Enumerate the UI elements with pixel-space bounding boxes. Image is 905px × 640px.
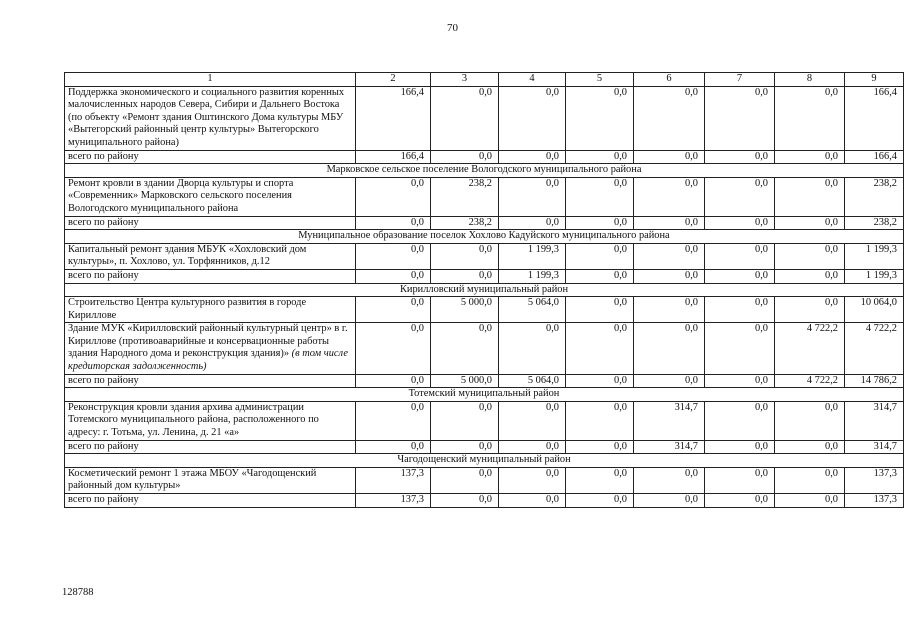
value-cell: 0,0 xyxy=(566,177,634,216)
description-text: всего по району xyxy=(68,150,139,162)
value-cell: 4 722,2 xyxy=(845,323,904,374)
value-cell: 0,0 xyxy=(431,401,499,440)
value-cell: 0,0 xyxy=(356,269,431,283)
value-cell: 0,0 xyxy=(356,243,431,269)
total-label xyxy=(65,150,356,164)
section-title: Тотемский муниципальный район xyxy=(65,388,904,402)
value-cell: 0,0 xyxy=(705,269,775,283)
section-title: Муниципальное образование поселок Хохлово Кадуйского муниципального района xyxy=(65,230,904,244)
section-title: Чагодощенский муниципальный район xyxy=(65,454,904,468)
value-cell: 0,0 xyxy=(775,243,845,269)
item-description xyxy=(65,467,356,493)
column-header: 7 xyxy=(705,73,775,87)
value-cell: 0,0 xyxy=(705,494,775,508)
value-cell: 14 786,2 xyxy=(845,374,904,388)
table-row xyxy=(65,177,904,216)
item-description xyxy=(65,401,356,440)
value-cell: 0,0 xyxy=(705,467,775,493)
value-cell: 4 722,2 xyxy=(775,323,845,374)
total-row xyxy=(65,374,904,388)
value-cell: 0,0 xyxy=(634,467,705,493)
item-description xyxy=(65,323,356,374)
value-cell: 0,0 xyxy=(775,86,845,150)
value-cell: 0,0 xyxy=(705,297,775,323)
value-cell: 0,0 xyxy=(634,297,705,323)
value-cell: 0,0 xyxy=(431,269,499,283)
value-cell: 1 199,3 xyxy=(499,243,566,269)
description-text: всего по району xyxy=(68,440,139,452)
value-cell: 0,0 xyxy=(566,86,634,150)
value-cell: 5 000,0 xyxy=(431,297,499,323)
description-note: (в том числе кредиторская задолженность) xyxy=(68,348,348,373)
value-cell: 0,0 xyxy=(356,216,431,230)
item-description xyxy=(65,243,356,269)
total-label xyxy=(65,494,356,508)
section-title: Кирилловский муниципальный район xyxy=(65,283,904,297)
section-title: Марковское сельское поселение Вологодского муниципального района xyxy=(65,164,904,178)
value-cell: 314,7 xyxy=(845,440,904,454)
value-cell: 0,0 xyxy=(499,216,566,230)
value-cell: 0,0 xyxy=(356,374,431,388)
value-cell: 137,3 xyxy=(845,494,904,508)
table-row xyxy=(65,323,904,374)
description-text: Строительство Центра культурного развития в городе Кириллове xyxy=(68,297,307,321)
total-row xyxy=(65,440,904,454)
value-cell: 0,0 xyxy=(566,374,634,388)
table-row xyxy=(65,297,904,323)
total-label xyxy=(65,374,356,388)
value-cell: 0,0 xyxy=(431,86,499,150)
item-description xyxy=(65,177,356,216)
value-cell: 1 199,3 xyxy=(845,269,904,283)
value-cell: 0,0 xyxy=(705,243,775,269)
value-cell: 0,0 xyxy=(705,323,775,374)
value-cell: 0,0 xyxy=(705,440,775,454)
value-cell: 0,0 xyxy=(356,177,431,216)
value-cell: 0,0 xyxy=(775,177,845,216)
table-row xyxy=(65,467,904,493)
description-text: Косметический ремонт 1 этажа МБОУ «Чагодощенский районный дом культуры» xyxy=(68,467,317,492)
section-row xyxy=(65,388,904,402)
section-row xyxy=(65,164,904,178)
value-cell: 0,0 xyxy=(775,467,845,493)
value-cell: 0,0 xyxy=(566,440,634,454)
value-cell: 0,0 xyxy=(431,494,499,508)
item-description xyxy=(65,86,356,150)
value-cell: 1 199,3 xyxy=(499,269,566,283)
value-cell: 0,0 xyxy=(566,323,634,374)
value-cell: 238,2 xyxy=(431,216,499,230)
page-number: 70 xyxy=(447,22,458,34)
description-text: Здание МУК «Кирилловский районный культурный центр» в г. Кириллове (противоаварийные и консервационные работы здания Народного дома и реконструкция здания)» xyxy=(68,323,348,360)
section-row xyxy=(65,283,904,297)
value-cell: 238,2 xyxy=(431,177,499,216)
value-cell: 314,7 xyxy=(634,401,705,440)
value-cell: 0,0 xyxy=(566,216,634,230)
value-cell: 137,3 xyxy=(845,467,904,493)
value-cell: 0,0 xyxy=(499,401,566,440)
column-header: 3 xyxy=(431,73,499,87)
value-cell: 0,0 xyxy=(634,177,705,216)
value-cell: 0,0 xyxy=(566,243,634,269)
value-cell: 0,0 xyxy=(705,86,775,150)
value-cell: 0,0 xyxy=(566,467,634,493)
section-row xyxy=(65,454,904,468)
value-cell: 4 722,2 xyxy=(775,374,845,388)
value-cell: 0,0 xyxy=(566,401,634,440)
value-cell: 0,0 xyxy=(566,297,634,323)
value-cell: 0,0 xyxy=(775,150,845,164)
total-row xyxy=(65,216,904,230)
description-text: Капитальный ремонт здания МБУК «Хохловский дом культуры», п. Хохлово, ул. Торфянников, д.12 xyxy=(68,243,307,268)
value-cell: 0,0 xyxy=(499,150,566,164)
column-header: 1 xyxy=(65,73,356,87)
value-cell: 137,3 xyxy=(356,467,431,493)
value-cell: 0,0 xyxy=(775,216,845,230)
table-row xyxy=(65,401,904,440)
value-cell: 0,0 xyxy=(356,401,431,440)
total-row xyxy=(65,269,904,283)
value-cell: 5 064,0 xyxy=(499,374,566,388)
column-header: 2 xyxy=(356,73,431,87)
total-label xyxy=(65,269,356,283)
value-cell: 0,0 xyxy=(499,467,566,493)
value-cell: 0,0 xyxy=(705,216,775,230)
value-cell: 0,0 xyxy=(499,86,566,150)
total-row xyxy=(65,150,904,164)
description-text: Реконструкция кровли здания архива администрации Тотемского муниципального района, расположенного по адресу: г. Тотьма, ул. Ленина, д. 21 «а» xyxy=(68,401,319,439)
column-header: 5 xyxy=(566,73,634,87)
description-text: Ремонт кровли в здании Дворца культуры и спорта «Современник» Марковского сельского поселения Вологодского муниципального района xyxy=(68,177,294,214)
value-cell: 166,4 xyxy=(845,150,904,164)
value-cell: 0,0 xyxy=(705,401,775,440)
value-cell: 166,4 xyxy=(845,86,904,150)
item-description xyxy=(65,297,356,323)
column-header: 8 xyxy=(775,73,845,87)
section-row xyxy=(65,230,904,244)
value-cell: 0,0 xyxy=(634,243,705,269)
value-cell: 166,4 xyxy=(356,86,431,150)
total-row xyxy=(65,494,904,508)
description-text: всего по району xyxy=(68,269,139,281)
value-cell: 0,0 xyxy=(356,440,431,454)
value-cell: 0,0 xyxy=(634,269,705,283)
value-cell: 0,0 xyxy=(634,374,705,388)
description-text: всего по району xyxy=(68,374,139,386)
value-cell: 137,3 xyxy=(356,494,431,508)
value-cell: 0,0 xyxy=(634,494,705,508)
total-label xyxy=(65,216,356,230)
description-text: всего по району xyxy=(68,494,139,505)
value-cell: 0,0 xyxy=(356,297,431,323)
value-cell: 0,0 xyxy=(499,440,566,454)
value-cell: 0,0 xyxy=(356,323,431,374)
value-cell: 0,0 xyxy=(431,323,499,374)
value-cell: 0,0 xyxy=(566,150,634,164)
value-cell: 0,0 xyxy=(499,494,566,508)
value-cell: 0,0 xyxy=(775,494,845,508)
column-header: 4 xyxy=(499,73,566,87)
value-cell: 314,7 xyxy=(634,440,705,454)
value-cell: 5 000,0 xyxy=(431,374,499,388)
column-header: 6 xyxy=(634,73,705,87)
column-header: 9 xyxy=(845,73,904,87)
value-cell: 0,0 xyxy=(775,440,845,454)
description-text: Поддержка экономического и социального развития коренных малочисленных народов Севера, Сибири и Дальнего Востока (по объекту «Ремонт здания Оштинского Дома культуры МБУ «Вытегорский районный центр культуры» Вытегорского муниципального района) xyxy=(68,86,345,148)
value-cell: 0,0 xyxy=(705,177,775,216)
value-cell: 0,0 xyxy=(634,150,705,164)
value-cell: 0,0 xyxy=(775,297,845,323)
value-cell: 5 064,0 xyxy=(499,297,566,323)
budget-table xyxy=(64,72,904,508)
value-cell: 166,4 xyxy=(356,150,431,164)
value-cell: 0,0 xyxy=(705,150,775,164)
value-cell: 238,2 xyxy=(845,216,904,230)
document-code: 128788 xyxy=(62,587,94,598)
value-cell: 10 064,0 xyxy=(845,297,904,323)
value-cell: 0,0 xyxy=(634,323,705,374)
value-cell: 0,0 xyxy=(634,216,705,230)
value-cell: 0,0 xyxy=(566,494,634,508)
value-cell: 0,0 xyxy=(705,374,775,388)
value-cell: 0,0 xyxy=(431,440,499,454)
value-cell: 0,0 xyxy=(499,177,566,216)
value-cell: 0,0 xyxy=(634,86,705,150)
value-cell: 314,7 xyxy=(845,401,904,440)
value-cell: 0,0 xyxy=(431,467,499,493)
value-cell: 0,0 xyxy=(775,269,845,283)
value-cell: 0,0 xyxy=(431,150,499,164)
table-body xyxy=(65,73,904,508)
table-row xyxy=(65,243,904,269)
total-label xyxy=(65,440,356,454)
value-cell: 238,2 xyxy=(845,177,904,216)
table-row xyxy=(65,86,904,150)
value-cell: 0,0 xyxy=(499,323,566,374)
value-cell: 0,0 xyxy=(566,269,634,283)
value-cell: 1 199,3 xyxy=(845,243,904,269)
value-cell: 0,0 xyxy=(431,243,499,269)
description-text: всего по району xyxy=(68,216,139,228)
header-row xyxy=(65,73,904,87)
value-cell: 0,0 xyxy=(775,401,845,440)
